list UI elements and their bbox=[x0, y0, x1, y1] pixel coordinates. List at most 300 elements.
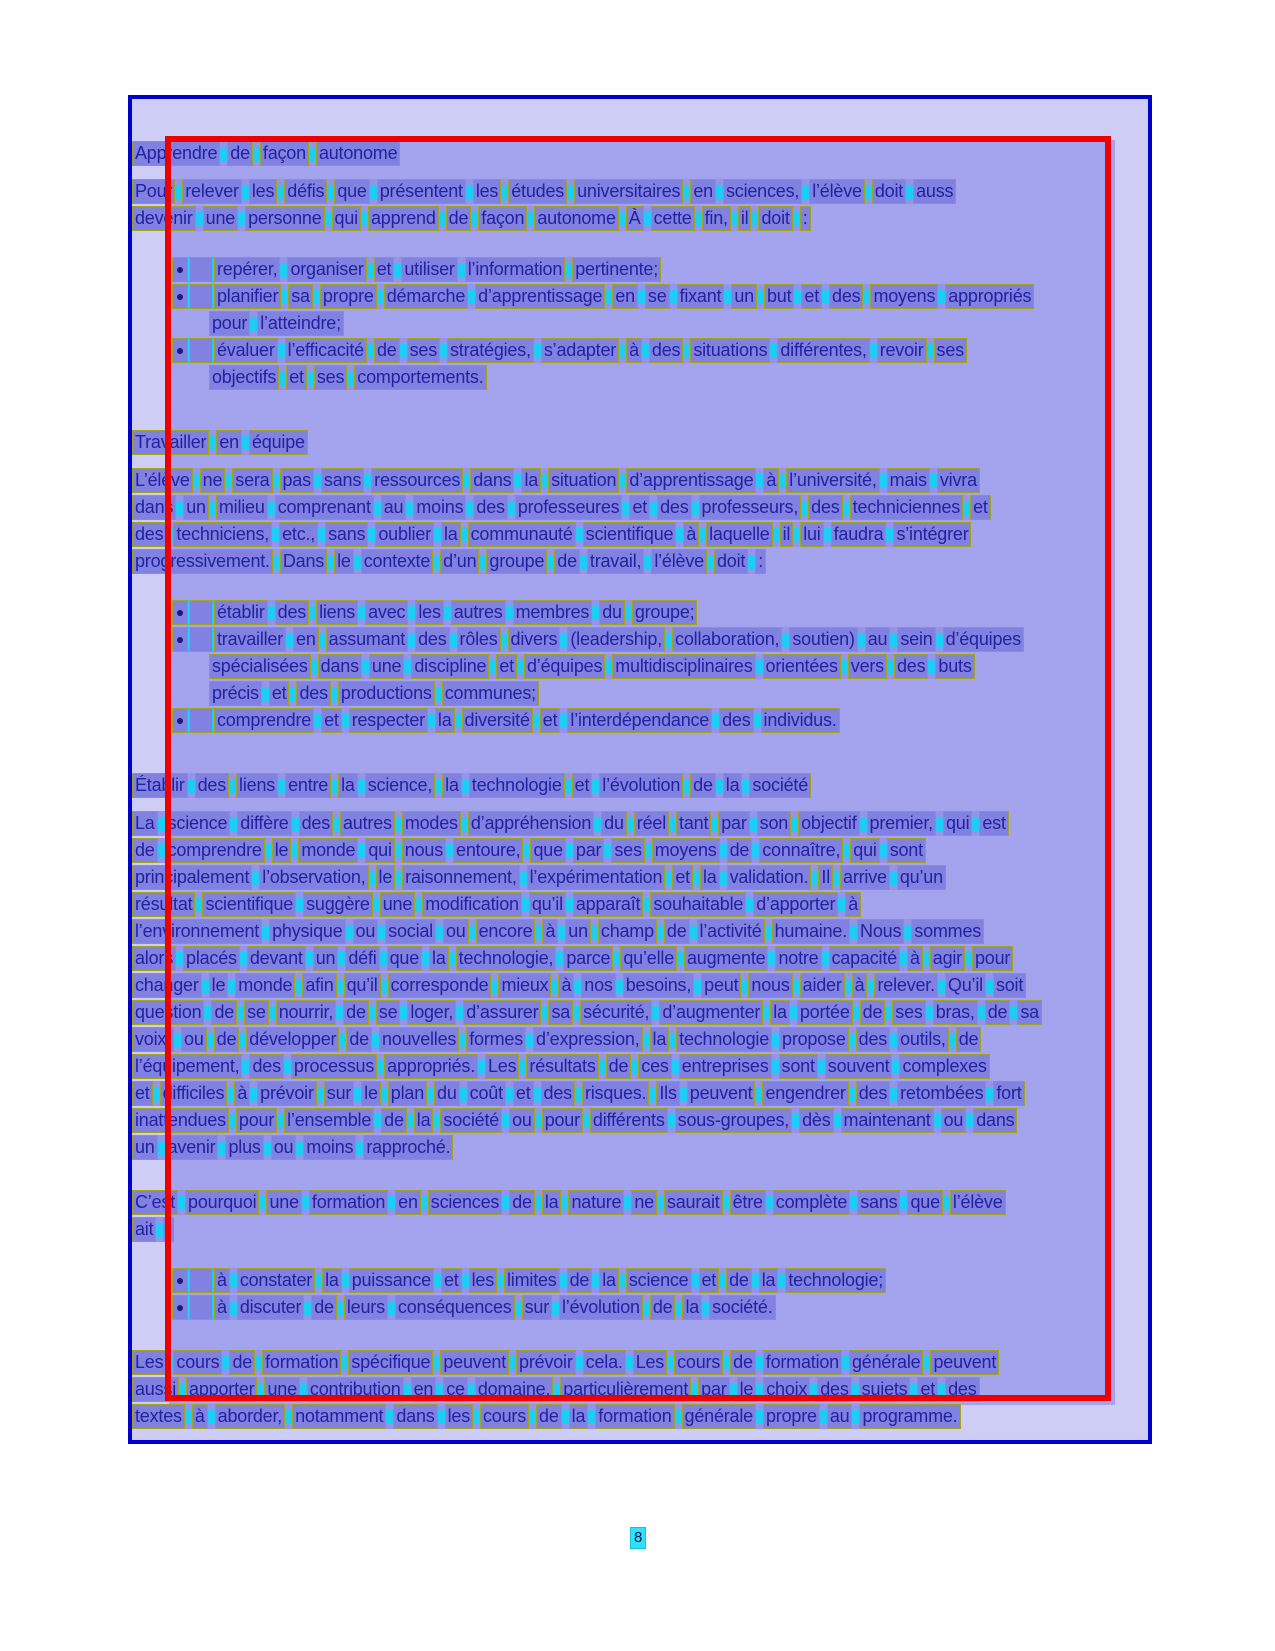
word-box: agir bbox=[930, 946, 965, 971]
word-box: modification bbox=[422, 892, 522, 917]
paragraph bbox=[132, 179, 1107, 233]
word-box: est bbox=[979, 811, 1008, 836]
space-box bbox=[923, 1356, 930, 1370]
word-box: formation bbox=[262, 1350, 341, 1375]
word-box: sont bbox=[887, 838, 926, 863]
space-box bbox=[890, 1033, 897, 1047]
word-box: corresponde bbox=[388, 973, 492, 998]
space-box bbox=[354, 1087, 361, 1101]
word-box: au bbox=[865, 627, 891, 652]
space-box bbox=[720, 871, 727, 885]
word-box: divers bbox=[508, 627, 561, 652]
word-box: et bbox=[572, 773, 593, 798]
space-box bbox=[900, 952, 907, 966]
word-box: d’assurer bbox=[463, 1000, 541, 1025]
space-box bbox=[264, 1141, 271, 1155]
word-box: inattendues bbox=[132, 1108, 229, 1133]
word-box: résultat bbox=[132, 892, 195, 917]
space-box bbox=[188, 1268, 214, 1293]
space-box bbox=[439, 212, 446, 226]
space-box bbox=[755, 1087, 762, 1101]
space-box bbox=[207, 1033, 214, 1047]
bullet-list bbox=[132, 1268, 1107, 1322]
word-box: outils, bbox=[897, 1027, 949, 1052]
word-box: apporter bbox=[186, 1377, 257, 1402]
word-box: pour bbox=[972, 946, 1013, 971]
word-box: se bbox=[376, 1000, 401, 1025]
space-box bbox=[358, 779, 365, 793]
space-box bbox=[792, 1114, 799, 1128]
line-highlight bbox=[132, 1190, 1006, 1215]
line-highlight bbox=[132, 522, 971, 547]
space-box bbox=[239, 1033, 246, 1047]
space-box bbox=[643, 898, 650, 912]
space-box bbox=[535, 925, 542, 939]
word-box: à bbox=[214, 1268, 230, 1293]
word-box: soit bbox=[993, 973, 1026, 998]
word-box: La bbox=[132, 811, 158, 836]
word-box: loger, bbox=[407, 1000, 456, 1025]
word-box: situations bbox=[690, 338, 770, 363]
line-highlight bbox=[132, 1217, 174, 1242]
word-box: principalement bbox=[132, 865, 252, 890]
space-box bbox=[158, 1141, 165, 1155]
word-box: des bbox=[296, 681, 330, 706]
word-box: suggère bbox=[303, 892, 373, 917]
space-box bbox=[455, 714, 462, 728]
space-box bbox=[202, 979, 209, 993]
space-box bbox=[427, 1087, 434, 1101]
word-box: de bbox=[664, 919, 690, 944]
word-box: la bbox=[442, 773, 462, 798]
word-box: humaine. bbox=[772, 919, 850, 944]
word-box: progressivement. bbox=[132, 549, 273, 574]
space-box bbox=[317, 1087, 324, 1101]
space-box bbox=[466, 501, 473, 515]
space-box bbox=[309, 606, 316, 620]
text-line bbox=[132, 1217, 1107, 1244]
space-box bbox=[547, 555, 554, 569]
word-box: des bbox=[894, 654, 928, 679]
word-box: assumant bbox=[326, 627, 408, 652]
space-box bbox=[400, 1006, 407, 1020]
space-box bbox=[938, 979, 945, 993]
word-box: que bbox=[334, 179, 369, 204]
space-box bbox=[619, 474, 626, 488]
space-box bbox=[279, 371, 286, 385]
word-box: et bbox=[374, 257, 395, 282]
word-box: d’augmenter bbox=[659, 1000, 763, 1025]
word-box: la bbox=[338, 773, 358, 798]
word-box: que bbox=[907, 1190, 942, 1215]
space-box bbox=[782, 633, 789, 647]
space-box bbox=[1010, 1006, 1017, 1020]
word-box: ait bbox=[132, 1217, 156, 1242]
space-box bbox=[444, 606, 451, 620]
space-box bbox=[406, 501, 413, 515]
word-box: : bbox=[800, 206, 811, 231]
space-box bbox=[255, 1356, 262, 1370]
space-box bbox=[886, 528, 893, 542]
space-box bbox=[669, 1033, 676, 1047]
space-box bbox=[643, 1033, 650, 1047]
word-box: s’intégrer bbox=[893, 522, 971, 547]
word-box: doit bbox=[714, 549, 748, 574]
word-box: entreprises bbox=[679, 1054, 772, 1079]
text-line bbox=[132, 495, 1107, 522]
word-box: et bbox=[672, 865, 693, 890]
word-box: relever. bbox=[874, 973, 937, 998]
word-box: formation bbox=[595, 1404, 674, 1429]
word-box: et bbox=[441, 1268, 462, 1293]
word-box: propose bbox=[779, 1027, 849, 1052]
line-highlight bbox=[132, 1108, 1017, 1133]
word-box: vers bbox=[848, 654, 887, 679]
word-box: modes bbox=[402, 811, 461, 836]
word-box: qui bbox=[365, 838, 394, 863]
word-box: retombées bbox=[897, 1081, 986, 1106]
word-box: souvent bbox=[825, 1054, 893, 1079]
word-box: sécurité, bbox=[580, 1000, 652, 1025]
word-box: du bbox=[434, 1081, 460, 1106]
space-box bbox=[560, 1274, 567, 1288]
space-box bbox=[644, 212, 651, 226]
word-box: physique bbox=[269, 919, 345, 944]
space-box bbox=[408, 633, 415, 647]
space-box bbox=[631, 1060, 638, 1074]
space-box bbox=[284, 1060, 291, 1074]
word-box: le bbox=[334, 549, 354, 574]
word-box: et bbox=[699, 1268, 720, 1293]
word-box: l’élève bbox=[651, 549, 707, 574]
space-box bbox=[772, 1033, 779, 1047]
word-box: par bbox=[718, 811, 749, 836]
list-item-line bbox=[132, 627, 1107, 654]
space-box bbox=[230, 817, 237, 831]
space-box bbox=[508, 501, 515, 515]
space-box bbox=[860, 817, 867, 831]
space-box bbox=[514, 474, 521, 488]
word-box: la bbox=[414, 1108, 434, 1133]
word-box: Les bbox=[132, 1350, 166, 1375]
space-box bbox=[368, 528, 375, 542]
text-line bbox=[132, 1190, 1107, 1217]
word-box: de bbox=[446, 206, 472, 231]
space-box bbox=[927, 344, 934, 358]
space-box bbox=[356, 1141, 363, 1155]
space-box bbox=[626, 1356, 633, 1370]
word-box: de bbox=[343, 1000, 369, 1025]
word-box: comprendre bbox=[165, 838, 265, 863]
word-box: sans bbox=[325, 522, 368, 547]
word-box: d’appréhension bbox=[468, 811, 594, 836]
word-box: sera bbox=[232, 468, 272, 493]
word-box: apparaît bbox=[573, 892, 643, 917]
word-box: objectifs bbox=[209, 365, 279, 390]
word-box: liens bbox=[316, 600, 358, 625]
text-line bbox=[132, 1108, 1107, 1135]
space-box bbox=[358, 606, 365, 620]
line-highlight bbox=[172, 1268, 886, 1293]
space-box bbox=[185, 1410, 192, 1424]
word-box: travail, bbox=[587, 549, 644, 574]
space-box bbox=[292, 817, 299, 831]
space-box bbox=[742, 779, 749, 793]
text-line bbox=[132, 892, 1107, 919]
word-box: revoir bbox=[877, 338, 927, 363]
space-box bbox=[580, 555, 587, 569]
word-box: cette bbox=[651, 206, 695, 231]
space-box bbox=[683, 344, 690, 358]
space-box bbox=[692, 501, 699, 515]
space-box bbox=[680, 1087, 687, 1101]
space-box bbox=[158, 817, 165, 831]
word-box: portée bbox=[797, 1000, 853, 1025]
space-box bbox=[702, 1301, 709, 1315]
word-box: aider bbox=[800, 973, 845, 998]
word-box: groupe; bbox=[632, 600, 698, 625]
word-box: la bbox=[435, 708, 455, 733]
word-box: À bbox=[626, 206, 644, 231]
space-box bbox=[683, 779, 690, 793]
word-box: un bbox=[132, 1135, 158, 1160]
space-box bbox=[195, 898, 202, 912]
space-box bbox=[746, 898, 753, 912]
word-box: entoure, bbox=[453, 838, 523, 863]
space-box bbox=[852, 1410, 859, 1424]
space-box bbox=[556, 952, 563, 966]
word-box: qu’un bbox=[897, 865, 946, 890]
word-box: différents bbox=[590, 1108, 668, 1133]
space-box bbox=[741, 979, 748, 993]
space-box bbox=[978, 1006, 985, 1020]
word-box: et bbox=[513, 1081, 534, 1106]
space-box bbox=[850, 925, 857, 939]
text-line bbox=[132, 1081, 1107, 1108]
space-box bbox=[731, 212, 738, 226]
space-box bbox=[341, 1356, 348, 1370]
space-box bbox=[752, 1274, 759, 1288]
word-box: études bbox=[508, 179, 567, 204]
word-box: les bbox=[415, 600, 443, 625]
space-box bbox=[573, 1006, 580, 1020]
word-box: scientifique bbox=[202, 892, 296, 917]
word-box: le bbox=[361, 1081, 381, 1106]
word-box: de bbox=[727, 838, 753, 863]
space-box bbox=[676, 528, 683, 542]
word-box: appropriés bbox=[945, 284, 1034, 309]
text-line bbox=[132, 1404, 1107, 1431]
word-box: l’ensemble bbox=[284, 1108, 374, 1133]
space-box bbox=[966, 1114, 973, 1128]
word-box: Les bbox=[633, 1350, 667, 1375]
word-box: productions bbox=[338, 681, 435, 706]
space-box bbox=[926, 1006, 933, 1020]
word-box: cela. bbox=[583, 1350, 626, 1375]
word-box: la bbox=[700, 865, 720, 890]
word-box: à bbox=[192, 1404, 208, 1429]
space-box bbox=[369, 871, 376, 885]
space-box bbox=[370, 185, 377, 199]
word-box: pour bbox=[236, 1108, 277, 1133]
space-box bbox=[588, 1410, 595, 1424]
word-box: professeurs, bbox=[699, 495, 802, 520]
word-box: changer bbox=[132, 973, 202, 998]
space-box bbox=[497, 1274, 504, 1288]
word-box: des bbox=[275, 600, 309, 625]
space-box bbox=[388, 1301, 395, 1315]
word-box: sur bbox=[522, 1295, 552, 1320]
text-line bbox=[132, 1377, 1107, 1404]
word-box: l’efficacité bbox=[285, 338, 367, 363]
word-box: à bbox=[626, 338, 642, 363]
space-box bbox=[291, 844, 298, 858]
space-box bbox=[850, 1196, 857, 1210]
space-box bbox=[657, 1196, 664, 1210]
space-box bbox=[188, 338, 214, 363]
word-box: appropriés. bbox=[384, 1054, 478, 1079]
word-box: générale bbox=[682, 1404, 756, 1429]
line-highlight bbox=[132, 1054, 990, 1079]
word-box: engendrer bbox=[762, 1081, 848, 1106]
word-box: respecter bbox=[349, 708, 428, 733]
space-box bbox=[337, 1301, 344, 1315]
word-box: sujets bbox=[859, 1377, 911, 1402]
line-highlight bbox=[132, 430, 308, 455]
space-box bbox=[928, 660, 935, 674]
space-box bbox=[695, 212, 702, 226]
word-box: la bbox=[429, 946, 449, 971]
word-box: besoins, bbox=[623, 973, 694, 998]
space-box bbox=[756, 1383, 763, 1397]
space-box bbox=[963, 501, 970, 515]
word-box: dans bbox=[132, 495, 176, 520]
list-item-line bbox=[132, 681, 1107, 708]
word-box: pas bbox=[280, 468, 314, 493]
space-box bbox=[342, 714, 349, 728]
word-box: dans bbox=[393, 1404, 437, 1429]
space-box bbox=[269, 1006, 276, 1020]
word-box: à bbox=[763, 468, 779, 493]
word-box: une bbox=[203, 206, 238, 231]
space-box bbox=[605, 290, 612, 304]
word-box: de bbox=[554, 549, 580, 574]
word-box: cours bbox=[480, 1404, 529, 1429]
word-box: encore bbox=[476, 919, 536, 944]
word-box: science bbox=[626, 1268, 692, 1293]
word-box: et bbox=[286, 365, 307, 390]
word-box: à bbox=[683, 522, 699, 547]
space-box bbox=[793, 979, 800, 993]
space-box bbox=[229, 779, 236, 793]
word-box: l’activité bbox=[697, 919, 765, 944]
word-box: et bbox=[970, 495, 991, 520]
space-box bbox=[381, 1087, 388, 1101]
word-box: moins bbox=[413, 495, 466, 520]
word-box: le bbox=[209, 973, 229, 998]
space-box bbox=[229, 1114, 236, 1128]
line-highlight bbox=[132, 179, 956, 204]
space-box bbox=[377, 1060, 384, 1074]
space-box bbox=[793, 528, 800, 542]
space-box bbox=[400, 344, 407, 358]
space-box bbox=[268, 501, 275, 515]
word-box: personne bbox=[245, 206, 324, 231]
space-box bbox=[434, 528, 441, 542]
space-box bbox=[791, 817, 798, 831]
bullet-icon: ● bbox=[172, 284, 188, 309]
space-box bbox=[668, 1114, 675, 1128]
word-box: en bbox=[612, 284, 638, 309]
space-box bbox=[407, 1114, 414, 1128]
word-box: fort bbox=[993, 1081, 1024, 1106]
word-box: autonome bbox=[534, 206, 618, 231]
word-box: ses bbox=[314, 365, 347, 390]
space-box bbox=[645, 844, 652, 858]
space-box bbox=[354, 555, 361, 569]
line-highlight bbox=[132, 549, 766, 574]
word-box: il bbox=[738, 206, 752, 231]
space-box bbox=[404, 660, 411, 674]
word-box: de bbox=[956, 1027, 982, 1052]
word-box: C’est bbox=[132, 1190, 178, 1215]
space-box bbox=[599, 1060, 606, 1074]
word-box: sciences bbox=[428, 1190, 502, 1215]
word-box: prévoir bbox=[516, 1350, 576, 1375]
word-box: façon bbox=[260, 141, 309, 166]
space-box bbox=[380, 952, 387, 966]
space-box bbox=[858, 633, 865, 647]
space-box bbox=[675, 1410, 682, 1424]
word-box: générale bbox=[849, 1350, 923, 1375]
space-box bbox=[193, 474, 200, 488]
space-box bbox=[285, 1410, 292, 1424]
text-line bbox=[132, 1000, 1107, 1027]
word-box: moyens bbox=[652, 838, 720, 863]
space-box bbox=[404, 1383, 411, 1397]
text-line bbox=[132, 549, 1107, 576]
space-box bbox=[534, 1087, 541, 1101]
word-box: professeures bbox=[515, 495, 623, 520]
space-box bbox=[378, 925, 385, 939]
word-box: ou bbox=[271, 1135, 297, 1160]
line-highlight bbox=[132, 206, 811, 231]
space-box bbox=[719, 1274, 726, 1288]
space-box bbox=[415, 898, 422, 912]
word-box: cours bbox=[173, 1350, 222, 1375]
space-box bbox=[277, 185, 284, 199]
word-box: auss bbox=[913, 179, 956, 204]
word-box: à bbox=[845, 892, 861, 917]
space-box bbox=[517, 660, 524, 674]
space-box bbox=[435, 687, 442, 701]
bullet-list bbox=[132, 600, 1107, 735]
space-box bbox=[625, 606, 632, 620]
space-box bbox=[763, 1006, 770, 1020]
space-box bbox=[592, 606, 599, 620]
word-box: contribution bbox=[307, 1377, 404, 1402]
space-box bbox=[374, 1114, 381, 1128]
space-box bbox=[551, 979, 558, 993]
space-box bbox=[567, 185, 574, 199]
space-box bbox=[890, 1087, 897, 1101]
space-box bbox=[302, 1196, 309, 1210]
space-box bbox=[665, 633, 672, 647]
bullet-icon: ● bbox=[172, 338, 188, 363]
word-box: sont bbox=[779, 1054, 818, 1079]
line-highlight bbox=[132, 811, 1009, 836]
word-box: l’atteindre; bbox=[257, 311, 344, 336]
